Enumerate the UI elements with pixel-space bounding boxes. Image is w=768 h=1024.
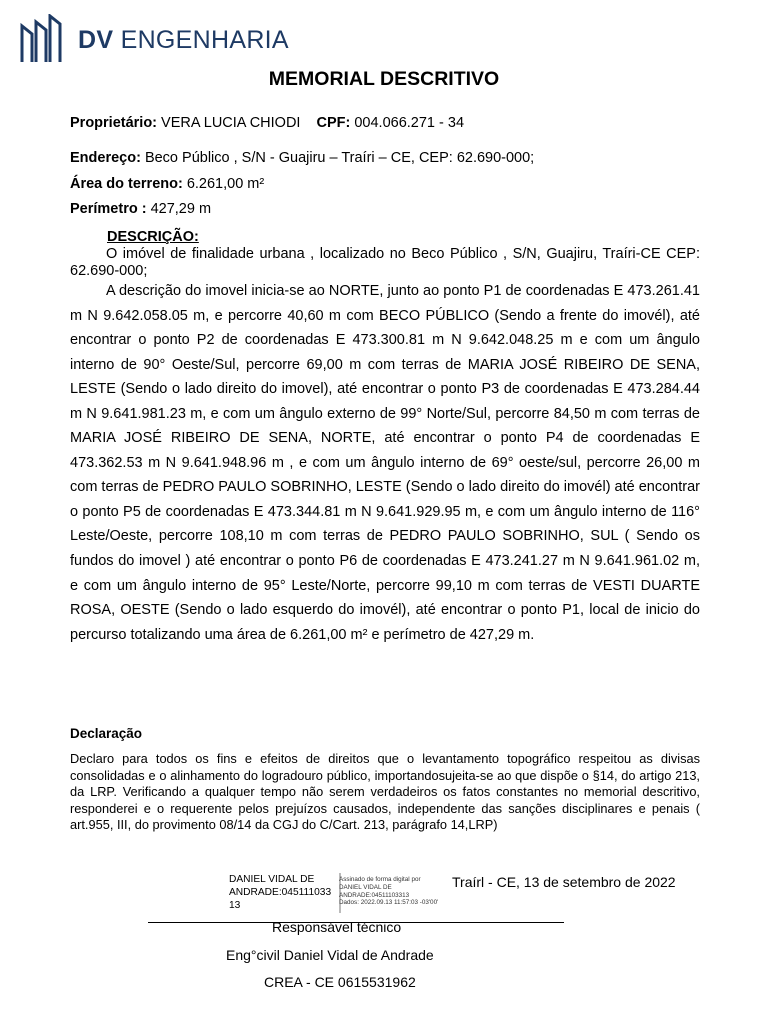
owner-label: Proprietário: [70, 115, 158, 131]
description-body: A descrição do imovel inicia-se ao NORTE, junto ao ponto P1 de coordenadas E 473.261.41 m N 9.642.058.05 m, e percorre 40,60 m com BECO PÚBLICO (Sendo a frente do imovél), até encontrar o ponto P2 de coordenadas E 473.300.81 m N 9.642.048.25 m e com um ângulo interno de 90° Oeste/Sul, percorre 69,00 m com terras de MARIA JOSÉ RIBEIRO DE SENA, LESTE (Sendo o lado direito do imovel), até encontrar o ponto P3 de coordenadas E 473.284.44 m N 9.641.981.23 m, e com um ângulo externo de 99° Norte/Sul, percorre 84,50 m com terras de MARIA JOSÉ RIBEIRO DE SENA, NORTE, até encontrar o ponto P4 de coordenadas E 473.362.53 m N 9.641.948.96 m , e com um ângulo interno de 69° oeste/sul, percorre 26,00 m com terras de PEDRO PAULO SOBRINHO, LESTE (Sendo o lado direito do imovél) até encontrar o ponto P5 de coordenadas E 473.344.81 m N 9.641.929.95 m, e com um ângulo interno de 116° Leste/Oeste, percorre 108,10 m com terras de PEDRO PAULO SOBRINHO, SUL ( Sendo os fundos do imovel ) até encontrar o ponto P6 de coordenadas E 473.241.27 m N 9.641.961.02 m, e com um ângulo interno de 95° Leste/Norte, percorre 99,10 m com terras de VESTI DUARTE ROSA, OESTE (Sendo o lado esquerdo do imovél), até encontrar o ponto P1, local de inicio do percurso totalizando uma área de 6.261,00 m² e perímetro de 427,29 m. [70, 283, 700, 643]
cpf-value: 004.066.271 - 34 [350, 115, 465, 131]
address-label: Endereço: [70, 150, 141, 166]
company-name-bold: DV [78, 26, 114, 54]
description-heading: DESCRIÇÃO: [107, 229, 199, 245]
responsible-role: Responsável técnico [272, 919, 402, 935]
area-line [70, 176, 264, 192]
owner-value: VERA LUCIA CHIODI [157, 115, 301, 131]
declaration-heading: Declaração [70, 726, 143, 741]
engineer-name: Eng°civil Daniel Vidal de Andrade [226, 947, 434, 963]
cpf-label: CPF: [316, 115, 351, 131]
address-line [70, 150, 534, 166]
perimeter-label: Perímetro : [70, 201, 147, 217]
company-logo [20, 14, 300, 66]
building-logo-icon [20, 14, 64, 64]
signature-details: Assinado de forma digital por DANIEL VIDAL DE ANDRADE:04511103313 Dados: 2022.09.13 11:57:03 -03'00' [339, 876, 439, 907]
crea-number: CREA - CE 0615531962 [264, 974, 416, 990]
description-intro: O imóvel de finalidade urbana , localizado no Beco Público , S/N, Guajiru, Traíri-CE CEP: 62.690-000; [70, 246, 700, 279]
place-date: Traírl - CE, 13 de setembro de 2022 [452, 874, 676, 890]
perimeter-value: 427,29 m [146, 201, 212, 217]
perimeter-line [70, 201, 211, 217]
company-name [78, 26, 289, 55]
area-label: Área do terreno: [70, 176, 183, 192]
area-value: 6.261,00 m² [182, 176, 265, 192]
document-title: MEMORIAL DESCRITIVO [268, 68, 500, 90]
digital-signature [229, 873, 449, 915]
declaration-text: Declaro para todos os fins e efeitos de direitos que o levantamento topográfico respeitou as divisas consolidadas e o alinhamento do logradouro público, importandosujeita-se ao que dispõe o §14, do artigo 213, da LRP. Verificando a qualquer tempo não serem verdadeiros os fatos constantes no memorial descritivo, responderei e o requerente pelos prejuízos causados, independente das sanções disciplinares e penais ( art.955, III, do provimento 08/14 da CGJ do C/Cart. 213, parágrafo 14,LRP) [70, 751, 700, 833]
owner-line [70, 115, 464, 131]
company-name-rest: ENGENHARIA [113, 26, 289, 54]
address-value: Beco Público , S/N - Guajiru – Traíri – CE, CEP: 62.690-000; [140, 150, 535, 166]
signer-name: DANIEL VIDAL DE ANDRADE:045111033 13 [229, 874, 332, 911]
